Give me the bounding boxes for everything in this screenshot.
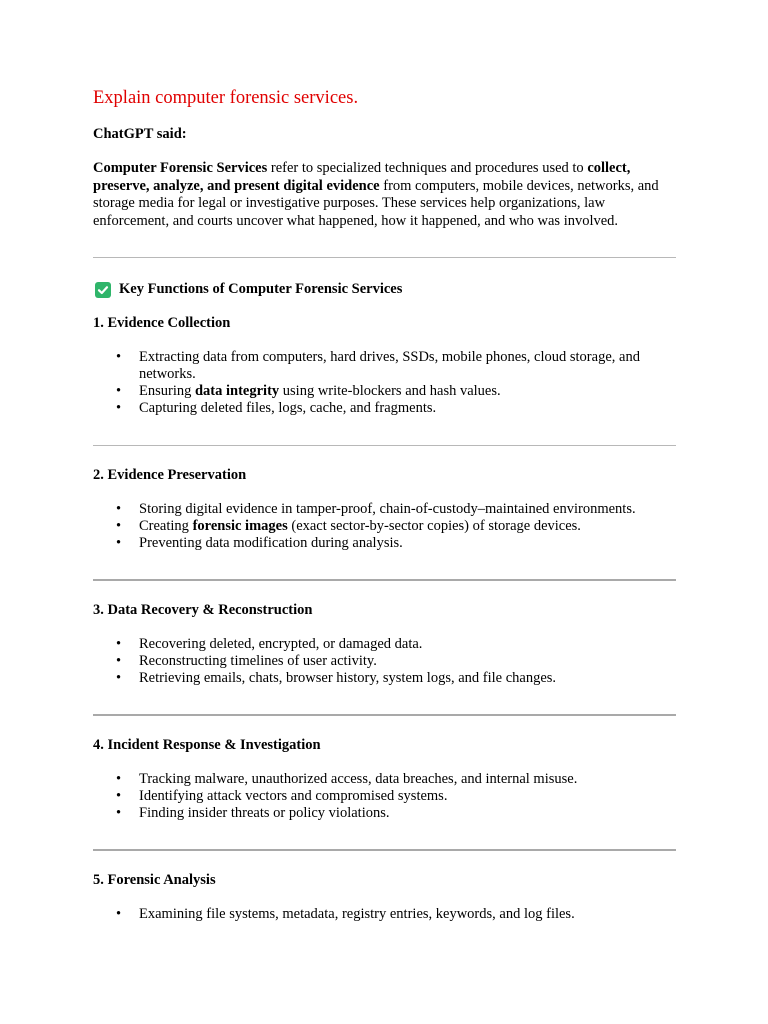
- bullet-icon: •: [116, 670, 122, 686]
- list-item: • Creating forensic images (exact sector-by-sector copies) of storage devices.: [116, 518, 581, 534]
- bullet-icon: •: [116, 805, 122, 821]
- divider-5: [93, 849, 676, 851]
- bullet-icon: •: [116, 501, 122, 517]
- bullet-icon: •: [116, 518, 122, 534]
- section-title-1: 1. Evidence Collection: [93, 315, 231, 331]
- bullet-icon: •: [116, 636, 122, 652]
- bullet-icon: •: [116, 788, 122, 804]
- list-item: • Recovering deleted, encrypted, or damaged data.: [116, 636, 423, 652]
- question-heading: Explain computer forensic services.: [93, 88, 359, 108]
- section-list-4: [93, 771, 676, 822]
- list-item: • Reconstructing timelines of user activity.: [116, 653, 377, 669]
- section-title-2: 2. Evidence Preservation: [93, 467, 247, 483]
- section-title-3: 3. Data Recovery & Reconstruction: [93, 602, 313, 618]
- list-item: • Tracking malware, unauthorized access, data breaches, and internal misuse.: [116, 771, 578, 787]
- list-item: • Storing digital evidence in tamper-proof, chain-of-custody–maintained environments.: [116, 501, 636, 517]
- intro-text-1: refer to specialized techniques and procedures used to: [267, 160, 588, 176]
- section-list-1: [93, 349, 676, 417]
- divider-1: [93, 257, 676, 258]
- intro-bold-term: Computer Forensic Services: [93, 160, 268, 176]
- list-item: • Ensuring data integrity using write-blockers and hash values.: [116, 383, 501, 399]
- bullet-icon: •: [116, 349, 122, 365]
- section-title-4: 4. Incident Response & Investigation: [93, 737, 321, 753]
- section-list-5: [93, 906, 676, 923]
- list-item: • Retrieving emails, chats, browser history, system logs, and file changes.: [116, 670, 557, 686]
- check-mark-icon: [95, 282, 111, 298]
- bullet-icon: •: [116, 383, 122, 399]
- list-item: • Identifying attack vectors and compromised systems.: [116, 788, 448, 804]
- intro-bold-phrase: collect, preserve, analyze, and present digital evidence: [93, 160, 631, 194]
- divider-4: [93, 714, 676, 716]
- key-functions-heading: [93, 281, 402, 298]
- list-item: • Preventing data modification during analysis.: [116, 535, 403, 551]
- list-item: • Finding insider threats or policy violations.: [116, 805, 390, 821]
- bullet-icon: •: [116, 653, 122, 669]
- list-item: • Examining file systems, metadata, registry entries, keywords, and log files.: [116, 906, 575, 922]
- list-item: • Capturing deleted files, logs, cache, and fragments.: [116, 400, 437, 416]
- section-list-2: [93, 501, 676, 552]
- key-functions-label: Key Functions of Computer Forensic Services: [119, 281, 403, 297]
- bullet-icon: •: [116, 906, 122, 922]
- list-item: • Extracting data from computers, hard drives, SSDs, mobile phones, cloud storage, and networks.: [116, 349, 640, 382]
- bullet-icon: •: [116, 400, 122, 416]
- intro-text-2: from computers, mobile devices, networks, and storage media for legal or investigative purposes. These services help organizations, law enforcement, and courts uncover what happened, how it happened, and who was involved.: [93, 177, 659, 229]
- bullet-icon: •: [116, 771, 122, 787]
- intro-paragraph: [93, 160, 676, 230]
- section-list-3: [93, 636, 676, 687]
- divider-3: [93, 579, 676, 581]
- bullet-icon: •: [116, 535, 122, 551]
- section-title-5: 5. Forensic Analysis: [93, 872, 216, 888]
- divider-2: [93, 445, 676, 446]
- speaker-label: ChatGPT said:: [93, 126, 187, 142]
